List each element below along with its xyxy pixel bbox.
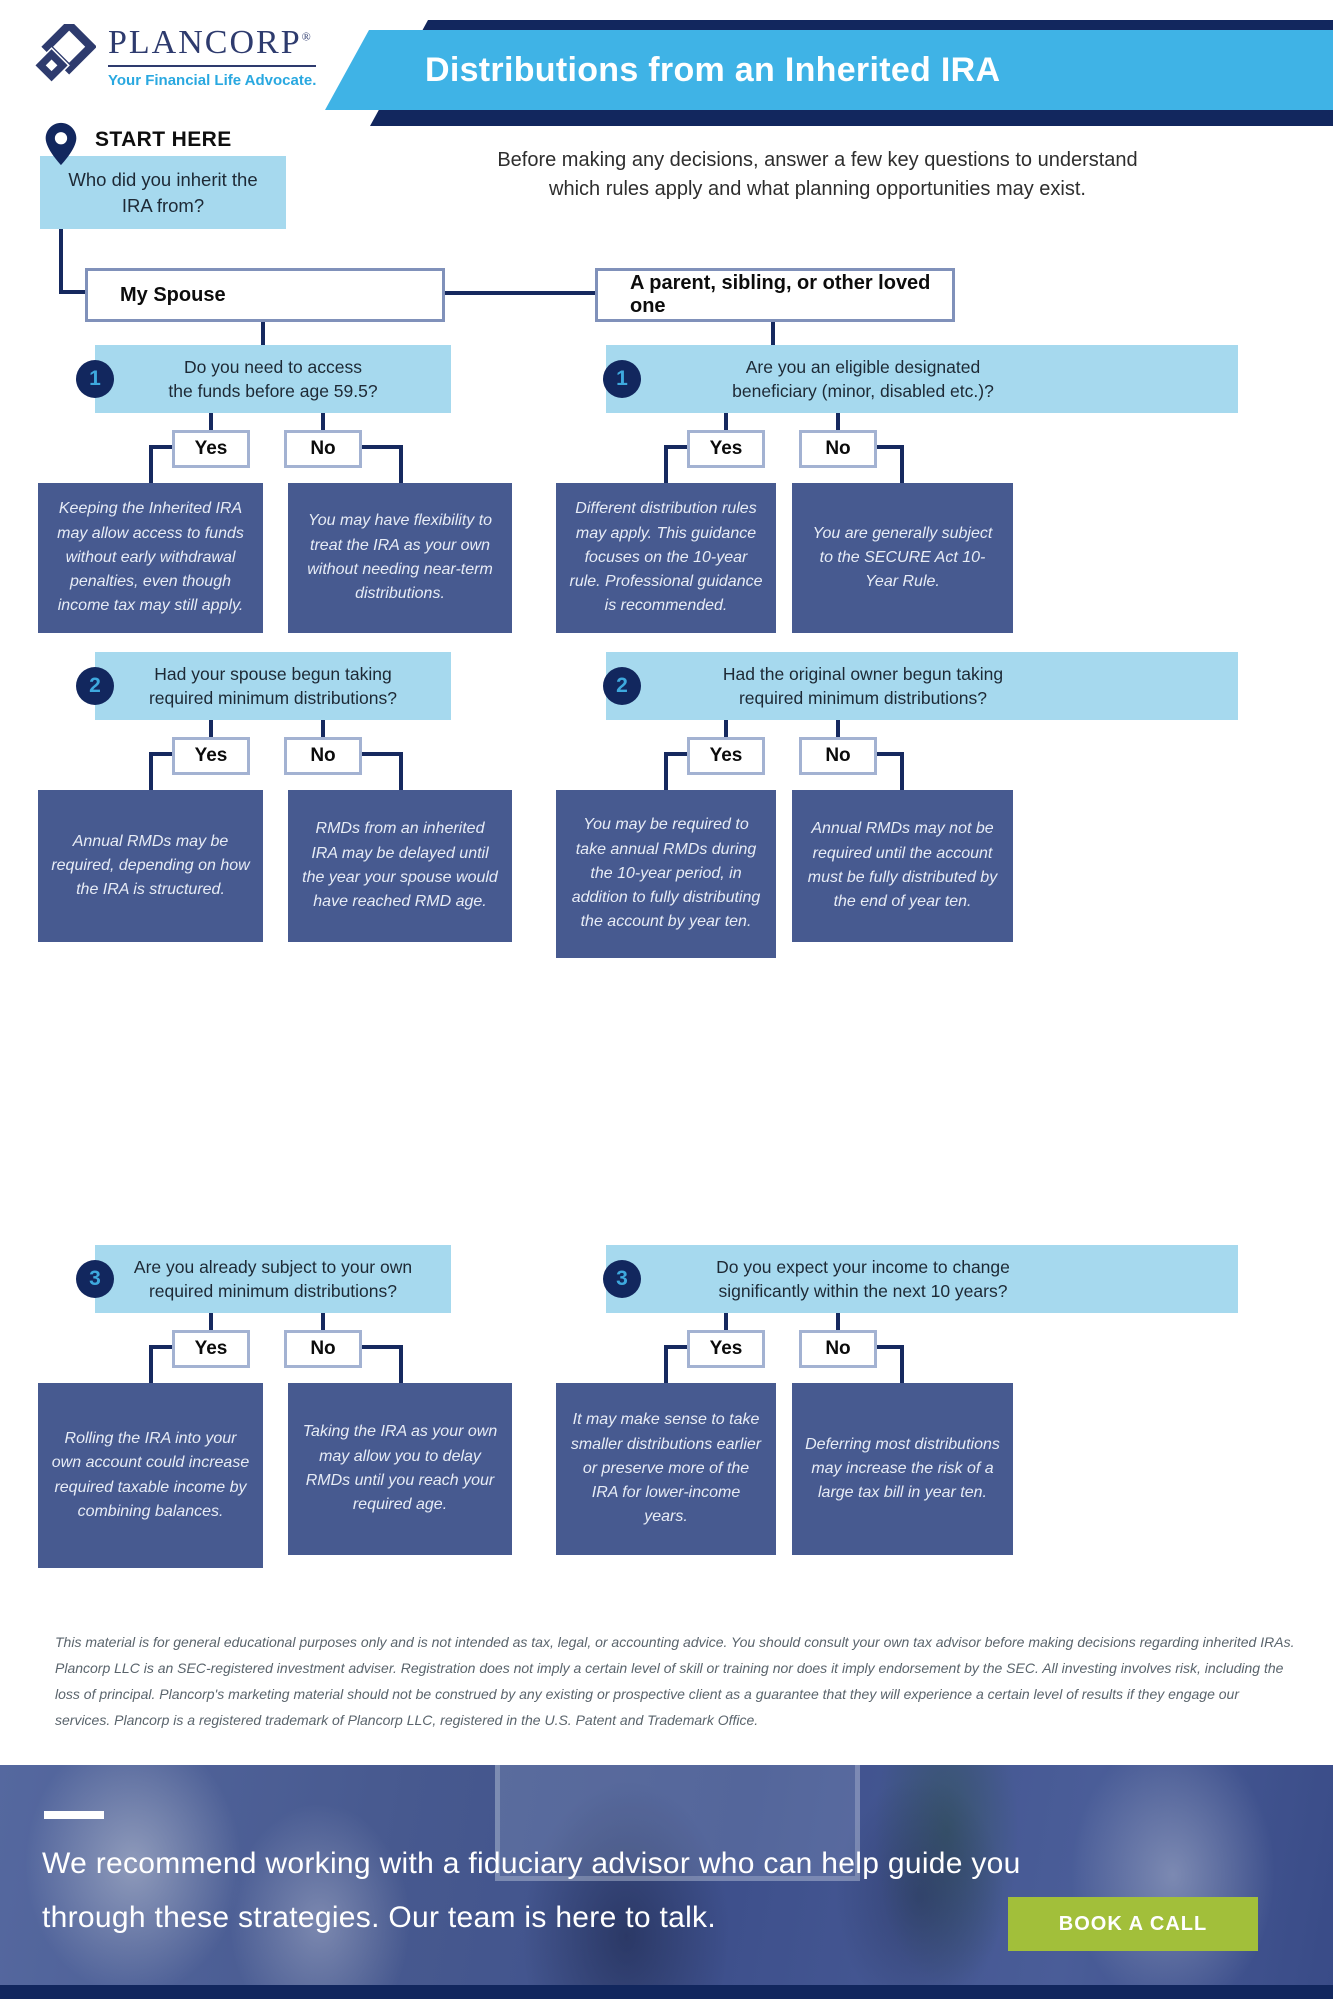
- connector-line: [359, 1345, 403, 1349]
- no-option-box: No: [284, 737, 362, 775]
- yes-option-box: Yes: [172, 430, 250, 468]
- no-answer-box: Deferring most distributions may increase the risk of a large tax bill in year ten.: [792, 1383, 1013, 1555]
- connector-line: [836, 718, 840, 737]
- connector-line: [771, 322, 775, 346]
- connector-line: [359, 752, 403, 756]
- connector-line: [836, 1311, 840, 1330]
- question-line: the funds before age 59.5?: [168, 381, 378, 401]
- book-a-call-button[interactable]: BOOK A CALL: [1008, 1897, 1258, 1951]
- connector-line: [724, 1311, 728, 1330]
- plancorp-diamond-icon: [34, 24, 96, 91]
- connector-line: [445, 291, 595, 295]
- connector-line: [724, 718, 728, 737]
- intro-line-2: which rules apply and what planning opportunities may exist.: [549, 178, 1086, 200]
- connector-line: [59, 228, 63, 294]
- intro-line-1: Before making any decisions, answer a few key questions to understand: [497, 149, 1138, 171]
- question-line: required minimum distributions?: [148, 688, 398, 708]
- connector-line: [724, 411, 728, 430]
- start-question-box: Who did you inherit the IRA from?: [40, 156, 286, 229]
- yes-option-box: Yes: [687, 737, 765, 775]
- question-number-badge: 2: [76, 667, 114, 705]
- connector-line: [399, 445, 403, 483]
- connector-line: [209, 411, 213, 430]
- yes-answer-box: Different distribution rules may apply. This guidance focuses on the 10-year rule. Professional guidance is recommended.: [556, 483, 776, 633]
- connector-line: [359, 445, 403, 449]
- cta-section: [0, 1765, 1333, 1985]
- connector-line: [900, 1345, 904, 1383]
- bottom-navy-bar: [0, 1985, 1333, 1999]
- question-box: [606, 652, 1238, 720]
- connector-line: [59, 290, 87, 294]
- yes-option-box: Yes: [687, 1330, 765, 1368]
- question-line: Had the original owner begun taking: [722, 663, 1004, 684]
- yes-option-box: Yes: [687, 430, 765, 468]
- connector-line: [664, 445, 668, 483]
- question-line: Are you an eligible designated: [745, 356, 981, 377]
- connector-line: [900, 752, 904, 790]
- registered-mark: ®: [301, 29, 313, 44]
- branch-box-my-spouse: My Spouse: [85, 268, 445, 322]
- page-title: Distributions from an Inherited IRA: [425, 50, 1001, 89]
- question-line: required minimum distributions?: [738, 688, 988, 708]
- branch-box-other-loved-one: A parent, sibling, or other loved one: [595, 268, 955, 322]
- connector-line: [321, 1311, 325, 1330]
- no-answer-box: You are generally subject to the SECURE Act 10-Year Rule.: [792, 483, 1013, 633]
- connector-line: [209, 718, 213, 737]
- question-number-badge: 3: [603, 1260, 641, 1298]
- question-line: beneficiary (minor, disabled etc.)?: [732, 381, 994, 401]
- legal-disclaimer: This material is for general educational purposes only and is not intended as tax, legal, or accounting advice. You should consult your own tax advisor before making decisions regarding inherited IRAs. Plancorp LLC is an SEC-registered investment adviser. Registration does not imply a certain level of skill or training nor does it imply endorsement by the SEC. All investing involves risk, including the loss of principal. Plancorp's marketing material should not be construed by any existing or prospective client as a guarantee that they will experience a certain level of results if they engage our services. Plancorp is a registered trademark of Plancorp LLC, registered in the U.S. Patent and Trademark Office.: [55, 1634, 1295, 1728]
- question-line: Are you already subject to your own: [133, 1256, 413, 1277]
- connector-line: [149, 752, 153, 790]
- no-option-box: No: [284, 430, 362, 468]
- connector-line: [900, 445, 904, 483]
- yes-answer-box: Keeping the Inherited IRA may allow access to funds without early withdrawal penalties, even though income tax may still apply.: [38, 483, 263, 633]
- connector-line: [321, 718, 325, 737]
- yes-answer-box: Rolling the IRA into your own account could increase required taxable income by combining balances.: [38, 1383, 263, 1568]
- question-box: [95, 345, 451, 413]
- yes-option-box: Yes: [172, 737, 250, 775]
- question-number-badge: 1: [603, 360, 641, 398]
- no-option-box: No: [799, 737, 877, 775]
- no-answer-box: RMDs from an inherited IRA may be delayed until the year your spouse would have reached RMD age.: [288, 790, 512, 942]
- connector-line: [836, 411, 840, 430]
- intro-text: [330, 146, 1305, 204]
- question-box: [95, 652, 451, 720]
- brand-tagline: Your Financial Life Advocate.: [108, 72, 317, 89]
- connector-line: [664, 752, 668, 790]
- connector-line: [149, 1345, 153, 1383]
- connector-line: [321, 411, 325, 430]
- yes-answer-box: Annual RMDs may be required, depending on how the IRA is structured.: [38, 790, 263, 942]
- start-here-label: START HERE: [95, 128, 232, 151]
- question-number-badge: 2: [603, 667, 641, 705]
- connector-line: [664, 1345, 668, 1383]
- no-option-box: No: [799, 430, 877, 468]
- question-line: Do you expect your income to change: [716, 1256, 1010, 1277]
- cta-accent-dash: [44, 1811, 104, 1819]
- question-line: required minimum distributions?: [148, 1281, 398, 1301]
- connector-line: [399, 1345, 403, 1383]
- no-option-box: No: [284, 1330, 362, 1368]
- question-line: Do you need to access: [183, 356, 363, 377]
- no-answer-box: You may have flexibility to treat the IRA as your own without needing near-term distributions.: [288, 483, 512, 633]
- question-line: Had your spouse begun taking: [154, 663, 392, 684]
- cta-text: We recommend working with a fiduciary advisor who can help guide you through these strategies. Our team is here to talk.: [42, 1847, 1021, 1934]
- no-answer-box: Annual RMDs may not be required until the account must be fully distributed by the end of year ten.: [792, 790, 1013, 942]
- question-box: [606, 1245, 1238, 1313]
- yes-option-box: Yes: [172, 1330, 250, 1368]
- brand-wordmark: PLANCORP®: [108, 26, 316, 67]
- question-box: [95, 1245, 451, 1313]
- no-answer-box: Taking the IRA as your own may allow you to delay RMDs until you reach your required age.: [288, 1383, 512, 1555]
- question-number-badge: 1: [76, 360, 114, 398]
- plancorp-logo: [34, 24, 316, 91]
- question-box: [606, 345, 1238, 413]
- connector-line: [209, 1311, 213, 1330]
- yes-answer-box: It may make sense to take smaller distributions earlier or preserve more of the IRA for lower-income years.: [556, 1383, 776, 1555]
- connector-line: [261, 322, 265, 346]
- connector-line: [149, 445, 153, 483]
- yes-answer-box: You may be required to take annual RMDs during the 10-year period, in addition to fully distributing the account by year ten.: [556, 790, 776, 958]
- no-option-box: No: [799, 1330, 877, 1368]
- question-number-badge: 3: [76, 1260, 114, 1298]
- connector-line: [399, 752, 403, 790]
- start-here-pin-icon: [38, 112, 84, 181]
- question-line: significantly within the next 10 years?: [718, 1281, 1008, 1301]
